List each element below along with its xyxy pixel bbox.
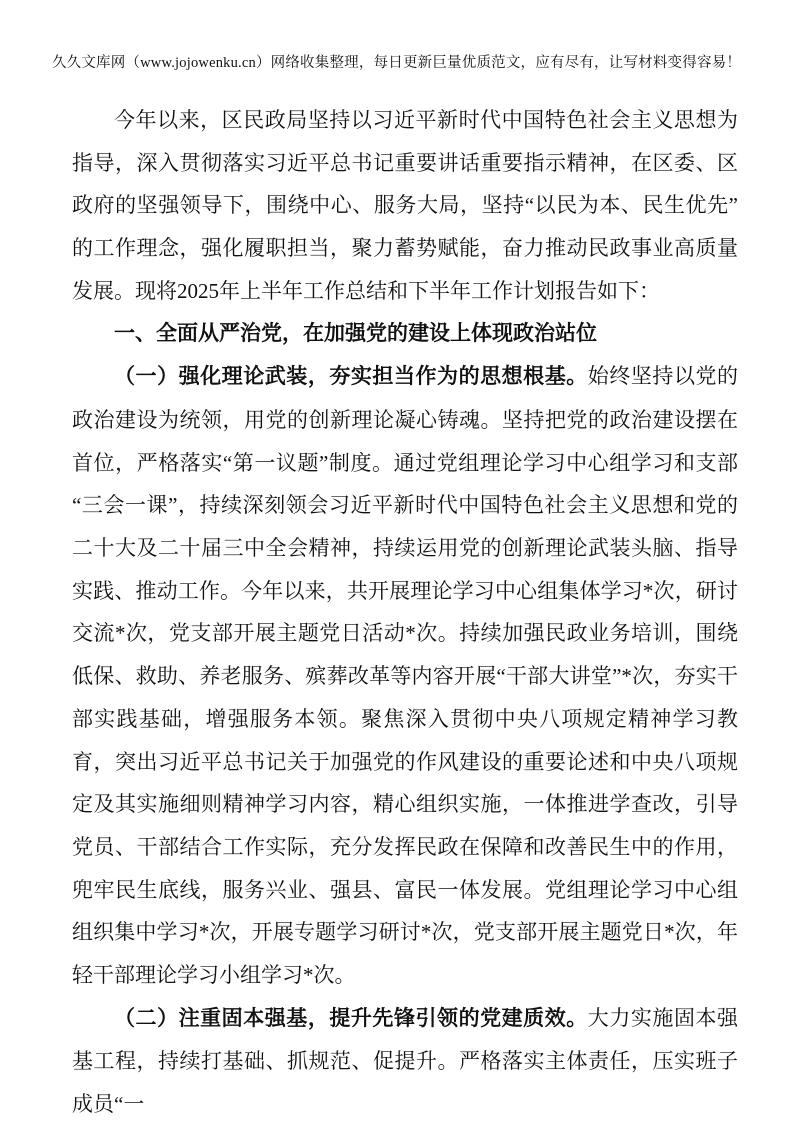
subsection-1-text: 始终坚持以党的政治建设为统领，用党的创新理论凝心铸魂。坚持把党的政治建设摆在首位，严格落实“第一议题”制度。通过党组理论学习中心组学习和支部“三会一课”，持续深刻领会习近平新时代中国特色社会主义思想和党的二十大及二十届三中全会精神，持续运用党的创新理论武装头脑、指导实践、推动工作。今年以来，共开展理论学习中心组集体学习*次，研讨交流*次，党支部开展主题党日活动*次。持续加强民政业务培训，围绕低保、救助、养老服务、殡葬改革等内容开展“干部大讲堂”*次，夯实干部实践基础，增强服务本领。聚焦深入贯彻中央八项规定精神学习教育，突出习近平总书记关于加强党的作风建设的重要论述和中央八项规定及其实施细则精神学习内容，精心组织实施，一体推进学查改，引导党员、干部结合工作实际，充分发挥民政在保障和改善民生中的作用，兜牢民生底线，服务兴业、强县、富民一体发展。党组理论学习中心组组织集中学习*次，开展专题学习研讨*次，党支部开展主题党日*次，年轻干部理论学习小组学习*次。 bbox=[72, 364, 739, 988]
watermark-text: 久久文库网（www.jojowenku.cn）网络收集整理，每日更新巨量优质范文，应有尽有，让写材料变得容易！ bbox=[51, 55, 742, 71]
document-body bbox=[72, 99, 738, 1122]
watermark-header bbox=[0, 52, 793, 74]
intro-paragraph: 今年以来，区民政局坚持以习近平新时代中国特色社会主义思想为指导，深入贯彻落实习近平总书记重要讲话重要指示精神，在区委、区政府的坚强领导下，围绕中心、服务大局，坚持“以民为本、民生优先”的工作理念，强化履职担当，聚力蓄势赋能，奋力推动民政事业高质量发展。现将2025年上半年工作总结和下半年工作计划报告如下： bbox=[72, 108, 738, 303]
subsection-2-lead: （二）注重固本强基，提升先锋引领的党建质效。 bbox=[114, 1006, 588, 1030]
subsection-2-text: 大力实施固本强基工程，持续打基础、抓规范、促提升。严格落实主体责任，压实班子成员“一 bbox=[72, 1005, 739, 1117]
subsection-1-paragraph bbox=[72, 355, 738, 997]
section-heading-1: 一、全面从严治党，在加强党的建设上体现政治站位 bbox=[114, 321, 597, 345]
subsection-1-lead: （一）强化理论武装，夯实担当作为的思想根基。 bbox=[114, 365, 588, 389]
subsection-2-paragraph bbox=[72, 997, 738, 1122]
